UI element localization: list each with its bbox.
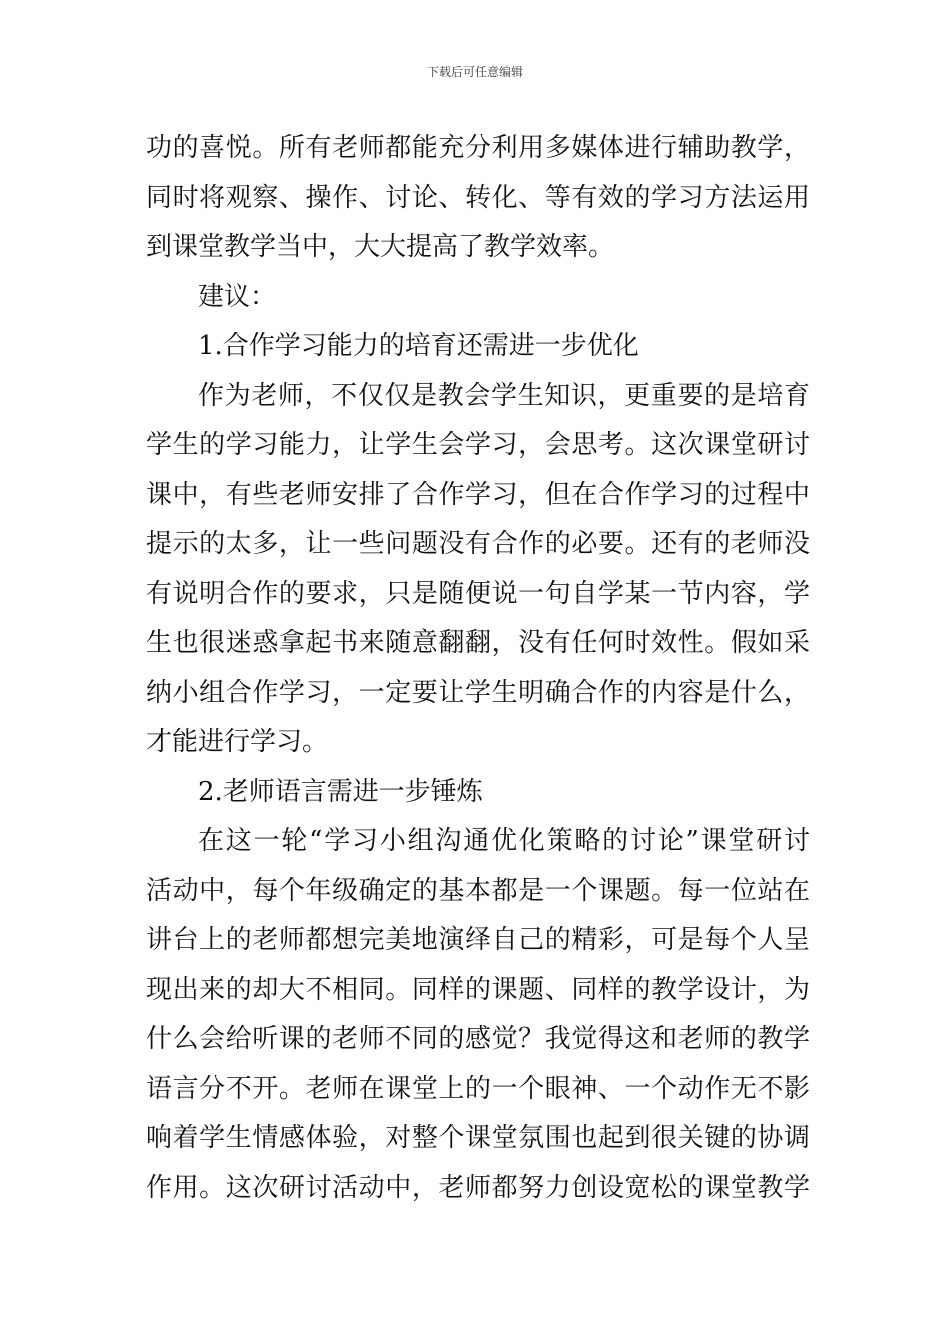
section-heading: 1.合作学习能力的培育还需进一步优化	[198, 331, 639, 361]
document-body	[146, 124, 810, 1213]
body-line: 才能进行学习。	[146, 727, 329, 757]
body-line: 讲台上的老师都想完美地演绎自己的精彩，可是每个人呈	[146, 925, 810, 955]
body-line: 课中，有些老师安排了合作学习，但在合作学习的过程中	[146, 479, 810, 510]
body-line: 学生的学习能力，让学生会学习，会思考。这次课堂研讨	[146, 430, 810, 460]
body-line: 语言分不开。老师在课堂上的一个眼神、一个动作无不影	[146, 1073, 810, 1104]
body-line: 到课堂教学当中，大大提高了教学效率。	[146, 232, 615, 262]
body-line: 生也很迷惑拿起书来随意翻翻，没有任何时效性。假如采	[146, 628, 810, 658]
body-line: 同时将观察、操作、讨论、转化、等有效的学习方法运用	[146, 182, 810, 213]
section-heading: 2.老师语言需进一步锤炼	[198, 776, 483, 807]
section-heading: 建议：	[198, 281, 277, 312]
body-line: 活动中，每个年级确定的基本都是一个课题。每一位站在	[146, 875, 810, 906]
body-line: 纳小组合作学习，一定要让学生明确合作的内容是什么，	[146, 677, 810, 708]
page-header: 下载后可任意编辑	[426, 65, 523, 79]
body-line: 什么会给听课的老师不同的感觉？我觉得这和老师的教学	[146, 1024, 810, 1054]
body-line: 作用。这次研讨活动中，老师都努力创设宽松的课堂教学	[146, 1172, 810, 1203]
body-line: 有说明合作的要求，只是随便说一句自学某一节内容，学	[146, 578, 810, 609]
body-line: 响着学生情感体验，对整个课堂氛围也起到很关键的协调	[146, 1123, 810, 1153]
body-line: 作为老师，不仅仅是教会学生知识，更重要的是培育	[198, 380, 810, 411]
body-line: 在这一轮“学习小组沟通优化策略的讨论”课堂研讨	[198, 826, 810, 856]
body-line: 提示的太多，让一些问题没有合作的必要。还有的老师没	[146, 529, 810, 559]
body-line: 功的喜悦。所有老师都能充分利用多媒体进行辅助教学，	[146, 133, 810, 163]
body-line: 现出来的却大不相同。同样的课题、同样的教学设计，为	[146, 974, 810, 1005]
